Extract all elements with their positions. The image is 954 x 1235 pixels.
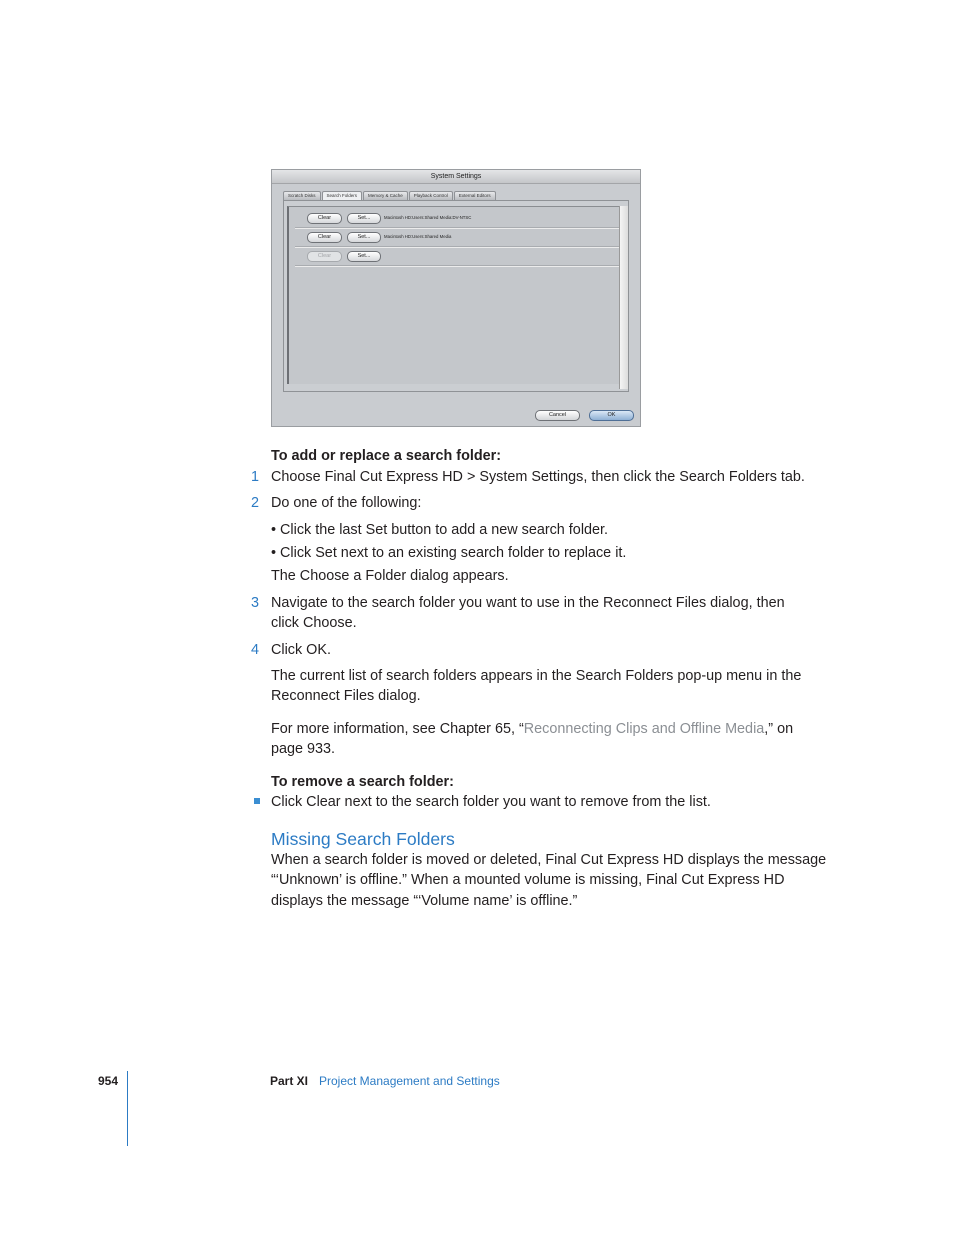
step-number: 1: [251, 469, 260, 485]
set-button[interactable]: Set...: [347, 251, 381, 262]
set-button[interactable]: Set...: [347, 213, 381, 224]
ok-button[interactable]: OK: [589, 410, 634, 421]
section-line2: “‘Unknown’ is offline.” When a mounted volume is missing, Final Cut Express HD: [271, 872, 785, 888]
search-folder-row: [295, 211, 621, 228]
list-scrollbar[interactable]: [619, 206, 628, 389]
search-folders-panel: [283, 200, 629, 392]
dialog-tab-bar: [283, 191, 497, 200]
tab-scratch-disks[interactable]: Scratch Disks: [283, 191, 321, 200]
search-folder-row: [295, 249, 621, 266]
step-number: 3: [251, 595, 260, 611]
more-info-line2: page 933.: [271, 741, 336, 757]
step-text-line1: Navigate to the search folder you want to use in the Reconnect Files dialog, then: [271, 595, 785, 611]
search-folder-row: [295, 230, 621, 247]
more-info-prefix: For more information, see Chapter 65, “: [271, 721, 524, 737]
step-text: Do one of the following:: [271, 495, 422, 511]
step-number: 2: [251, 495, 260, 511]
tab-memory-cache[interactable]: Memory & Cache: [363, 191, 408, 200]
step-number: 4: [251, 642, 260, 658]
section-line3: displays the message “‘Volume name’ is offline.”: [271, 893, 578, 909]
dialog-title: System Settings: [272, 170, 640, 184]
set-button[interactable]: Set...: [347, 232, 381, 243]
task-heading-add: To add or replace a search folder:: [271, 448, 502, 464]
footer-part-title: Project Management and Settings: [319, 1074, 500, 1088]
cancel-button[interactable]: Cancel: [535, 410, 580, 421]
result-line1: The current list of search folders appears in the Search Folders pop-up menu in the: [271, 668, 802, 684]
chapter-link[interactable]: Reconnecting Clips and Offline Media: [523, 721, 765, 737]
section-line1: When a search folder is moved or deleted, Final Cut Express HD displays the message: [271, 852, 827, 868]
step-text-line2: click Choose.: [271, 615, 357, 631]
tab-external-editors[interactable]: External Editors: [454, 191, 496, 200]
more-info-suffix: ,” on: [764, 721, 794, 737]
clear-button-disabled: Clear: [307, 251, 342, 262]
task-heading-remove: To remove a search folder:: [271, 774, 454, 790]
folder-path: Macintosh HD:Users:Shared Media:DV-NTSC: [384, 215, 472, 220]
bullet-item: • Click Set next to an existing search folder to replace it.: [271, 545, 627, 561]
dialog-note: The Choose a Folder dialog appears.: [271, 568, 509, 584]
footer-part: Part XI: [270, 1074, 309, 1088]
result-line2: Reconnect Files dialog.: [271, 688, 421, 704]
step-text: Click OK.: [271, 642, 331, 658]
tab-search-folders[interactable]: Search Folders: [322, 191, 363, 200]
more-info-line1: [271, 719, 793, 739]
clear-button[interactable]: Clear: [307, 232, 342, 243]
tab-playback-control[interactable]: Playback Control: [409, 191, 453, 200]
clear-button[interactable]: Clear: [307, 213, 342, 224]
footer-rule: [127, 1071, 128, 1146]
system-settings-dialog: [271, 169, 641, 427]
search-folder-list: [287, 206, 624, 384]
section-heading: Missing Search Folders: [271, 829, 455, 849]
step-text: Choose Final Cut Express HD > System Settings, then click the Search Folders tab.: [271, 469, 805, 485]
square-bullet-icon: [254, 798, 260, 804]
page-number: 954: [98, 1074, 119, 1088]
bullet-item: • Click the last Set button to add a new search folder.: [271, 522, 609, 538]
remove-step-text: Click Clear next to the search folder you want to remove from the list.: [271, 794, 711, 810]
folder-path: Macintosh HD:Users:Shared Media: [384, 234, 452, 239]
